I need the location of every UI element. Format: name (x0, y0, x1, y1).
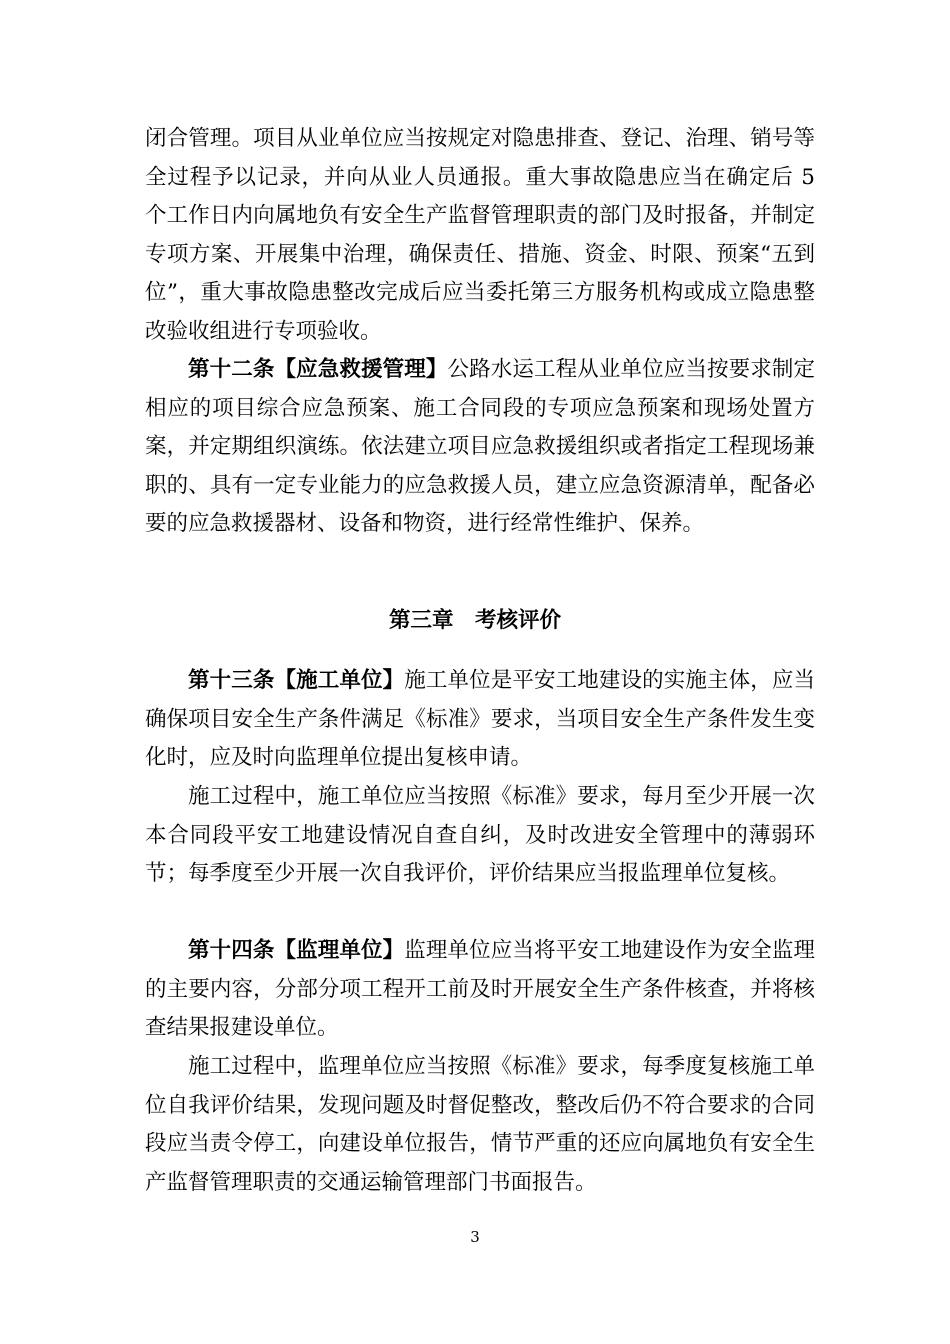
paragraph-text: 闭合管理。项目从业单位应当按规定对隐患排查、登记、治理、销号等全过程予以记录，并向从业人员通报。重大事故隐患应当在确定后 5 个工作日内向属地负有安全生产监督管理职责的部门及时报备，并制定专项方案、开展集中治理，确保责任、措施、资金、时限、预案“五到位”，重大事故隐患整改完成后应当委托第三方服务机构或成立隐患整改验收组进行专项验收。 (145, 126, 815, 344)
page-number: 3 (470, 1228, 480, 1246)
supervision-process-paragraph (145, 1048, 815, 1202)
article-14-title: 第十四条【监理单位】 (188, 938, 405, 963)
article-12-title: 第十二条【应急救援管理】 (188, 357, 448, 382)
article-13-title: 第十三条【施工单位】 (188, 668, 405, 693)
chapter-heading: 第三章 考核评价 (388, 608, 561, 633)
article-14-text: 监理单位应当将平安工地建设作为安全监理的主要内容，分部分项工程开工前及时开展安全生产条件核查，并将核查结果报建设单位。 (145, 938, 815, 1041)
article-12-paragraph (145, 351, 815, 544)
paragraph-text: 施工过程中，监理单位应当按照《标准》要求，每季度复核施工单位自我评价结果，发现问题及时督促整改，整改后仍不符合要求的合同段应当责令停工，向建设单位报告，情节严重的还应向属地负有安全生产监督管理职责的交通运输管理部门书面报告。 (145, 1054, 815, 1195)
construction-process-paragraph (145, 778, 815, 894)
article-12-text: 公路水运工程从业单位应当按要求制定相应的项目综合应急预案、施工合同段的专项应急预案和现场处置方案，并定期组织演练。依法建立项目应急救援组织或者指定工程现场兼职的、具有一定专业能力的应急救援人员，建立应急资源清单，配备必要的应急救援器材、设备和物资，进行经常性维护、保养。 (145, 357, 815, 537)
article-14-paragraph (145, 932, 815, 1048)
paragraph-hazard-closure (145, 120, 815, 352)
paragraph-text: 施工过程中，施工单位应当按照《标准》要求，每月至少开展一次本合同段平安工地建设情况自查自纠，及时改进安全管理中的薄弱环节；每季度至少开展一次自我评价，评价结果应当报监理单位复核。 (145, 784, 815, 887)
article-13-paragraph (145, 662, 815, 778)
article-13-text: 施工单位是平安工地建设的实施主体，应当确保项目安全生产条件满足《标准》要求，当项目安全生产条件发生变化时，应及时向监理单位提出复核申请。 (145, 668, 815, 771)
